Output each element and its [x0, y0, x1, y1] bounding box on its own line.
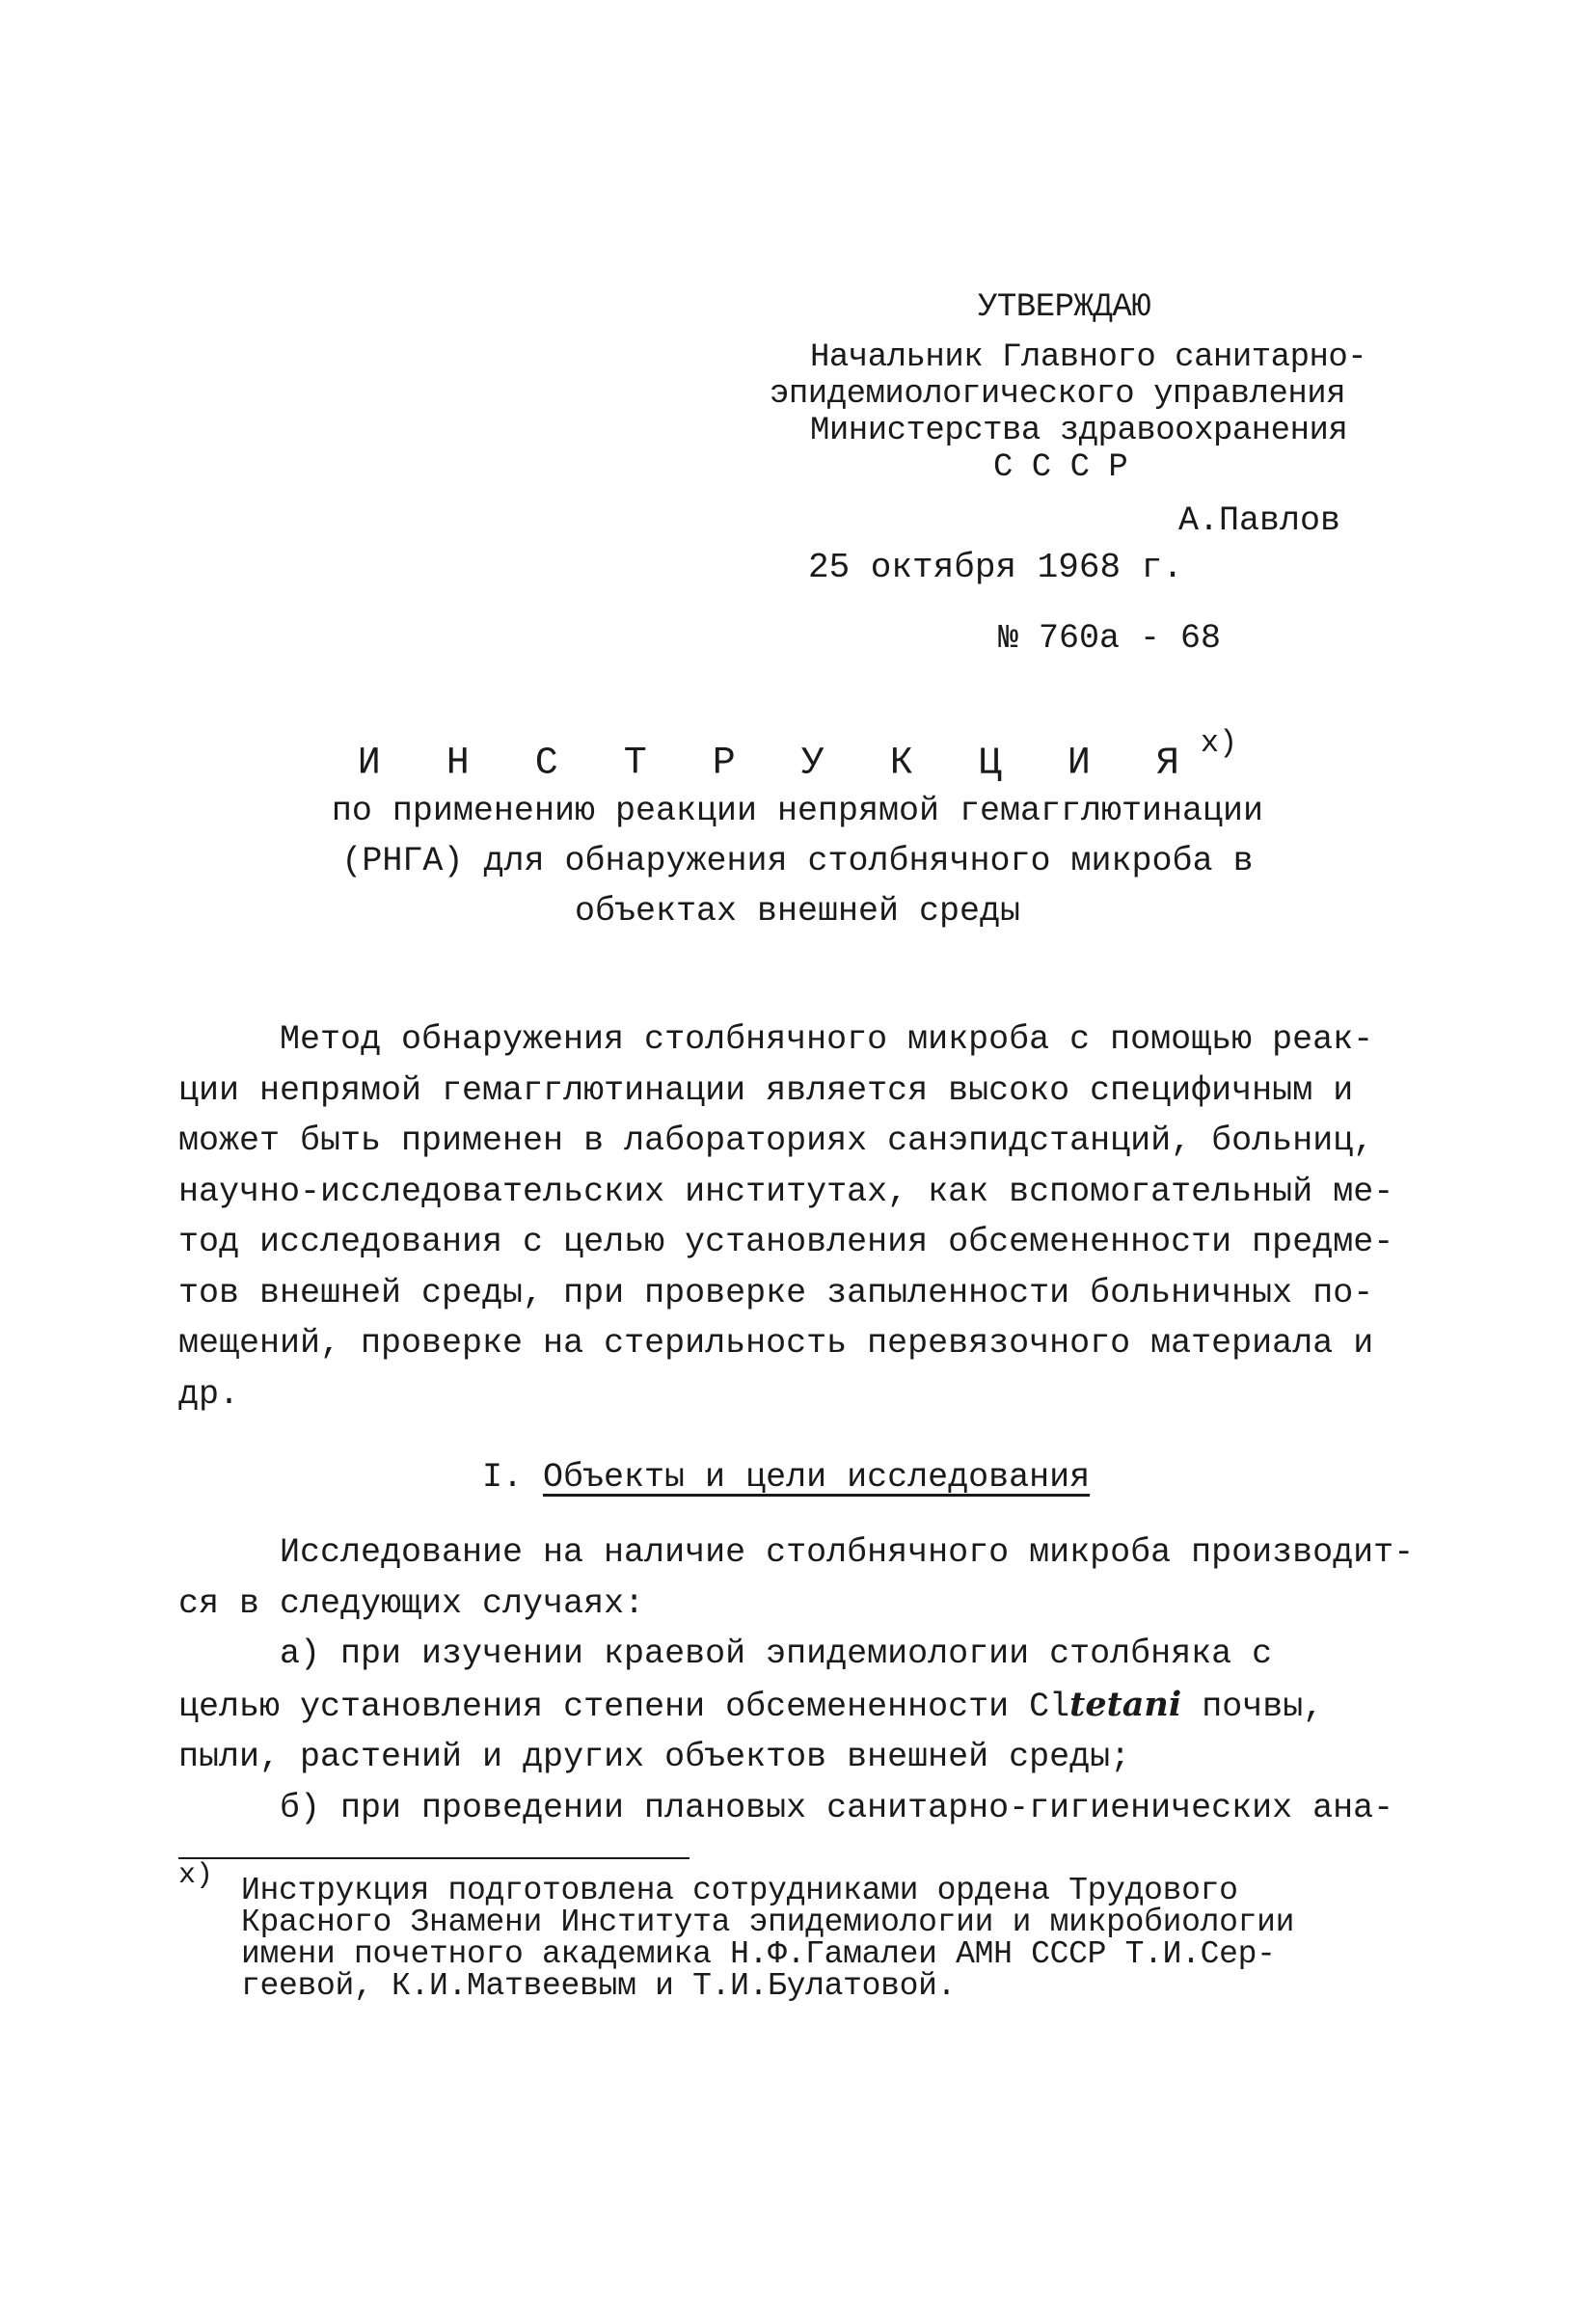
subtitle-line: объектах внешней среды: [574, 892, 1021, 931]
approver-position-line: Начальник Главного санитарно-: [810, 339, 1367, 376]
footnote-text: [241, 1875, 1294, 2002]
intro-line: тов внешней среды, при проверке запыленности больничных по-: [178, 1273, 1374, 1312]
footnote-line: имени почетного академика Н.Ф.Гамалеи АМН СССР Т.И.Сер-: [241, 1936, 1276, 1972]
section-line-with-handwriting: [178, 1680, 1414, 1733]
section-line-text: почвы,: [1181, 1687, 1324, 1726]
section-heading: [482, 1458, 1090, 1497]
footnote-line: Инструкция подготовлена сотрудниками ордена Трудового: [241, 1873, 1238, 1908]
section-line: б) при проведении плановых санитарно-гигиенических ана-: [280, 1788, 1394, 1827]
intro-line: может быть применен в лабораториях санэпидстанций, больниц,: [178, 1121, 1374, 1160]
footnote-separator: [178, 1857, 689, 1859]
signatory-name: А.Павлов: [1178, 501, 1341, 540]
section-line: ся в следующих случаях:: [178, 1583, 645, 1623]
approve-word: УТВЕРЖДАЮ: [978, 289, 1151, 326]
intro-paragraph: [178, 1014, 1393, 1419]
handwritten-tetani: tetani: [1069, 1684, 1182, 1724]
intro-line: Метод обнаружения столбнячного микроба с помощью реак-: [280, 1020, 1374, 1059]
approval-date: 25 октября 1968 г.: [808, 548, 1183, 587]
section-body: [178, 1527, 1414, 1833]
approver-position-line: С С С Р: [993, 449, 1128, 486]
intro-line: ции непрямой гемагглютинации является высоко специфичным и: [178, 1070, 1354, 1110]
intro-line: др.: [178, 1374, 240, 1414]
approver-position-line: Министерства здравоохранения: [810, 413, 1348, 449]
approver-position-line: эпидемиологического управления: [770, 376, 1346, 413]
footnote-line: Красного Знамени Института эпидемиологии и микробиологии: [241, 1905, 1295, 1940]
document-subtitle: [0, 786, 1595, 936]
approval-block: [762, 289, 1366, 486]
intro-line: научно-исследовательских институтах, как вспомогательный ме-: [178, 1172, 1394, 1211]
intro-line: мещений, проверке на стерильность перевязочного материала и: [178, 1324, 1374, 1363]
document-title: [0, 725, 1595, 786]
section-line: Исследование на наличие столбнячного микроба производит-: [280, 1533, 1415, 1572]
title-text: И Н С Т Р У К Ц И Я: [357, 742, 1201, 786]
footnote-mark: х): [178, 1859, 214, 1892]
section-number: I.: [482, 1458, 524, 1497]
document-number: № 760а - 68: [998, 619, 1222, 658]
footnote-line: геевой, К.И.Матвеевым и Т.И.Булатовой.: [241, 1968, 957, 2004]
section-line: а) при изучении краевой эпидемиологии столбняка с: [280, 1635, 1273, 1673]
section-title: Объекты и цели исследования: [543, 1458, 1091, 1497]
subtitle-line: (РНГА) для обнаружения столбнячного микроба в: [341, 842, 1254, 880]
subtitle-line: по применению реакции непрямой гемагглютинации: [331, 792, 1264, 830]
intro-line: тод исследования с целью установления обсемененности предме-: [178, 1223, 1394, 1261]
section-line: пыли, растений и других объектов внешней среды;: [178, 1738, 1131, 1776]
section-line-text: целью установления степени обсемененности Cl: [178, 1687, 1070, 1726]
title-footnote-mark: х): [1200, 725, 1238, 761]
